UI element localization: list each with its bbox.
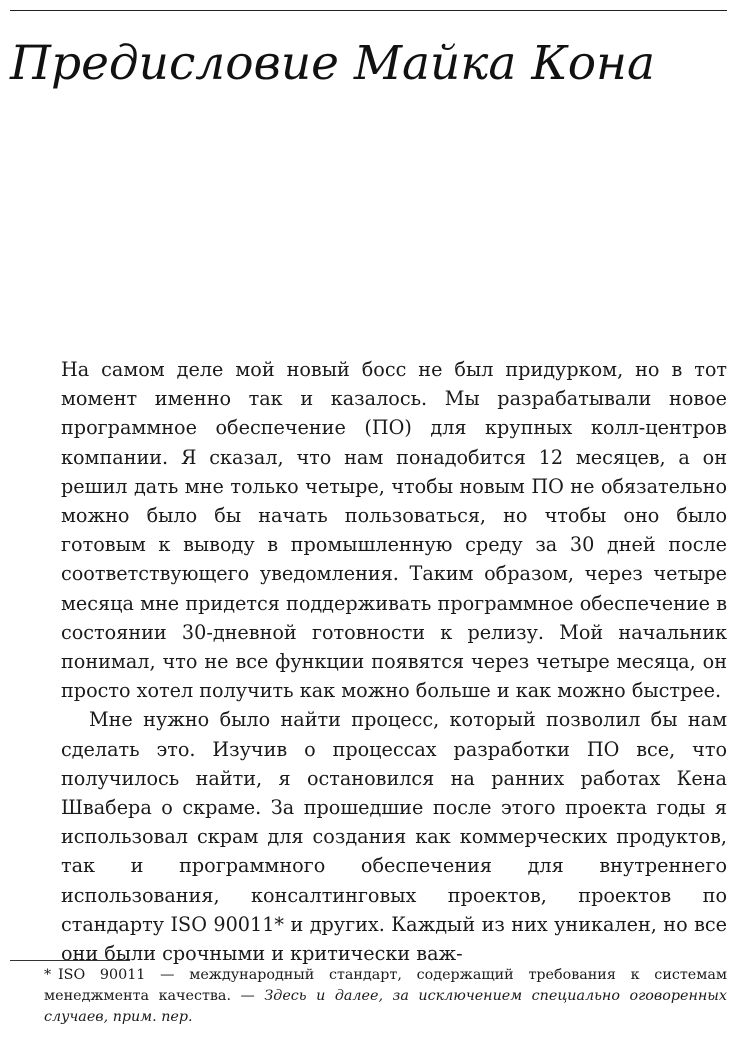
footnote-marker: * bbox=[44, 967, 52, 983]
body-text bbox=[61, 355, 727, 968]
footnote-translator-note: Здесь и далее, за исключением специально оговоренных случаев, прим. пер. bbox=[44, 988, 727, 1025]
footnote bbox=[44, 965, 727, 1028]
paragraph-2: Мне нужно было найти процесс, который позволил бы нам сделать это. Изучив о процессах разработки ПО все, что получилось найти, я остановился на ранних работах Кена Швабера о скраме. За прошедшие после этого проекта годы я использовал скрам для создания как коммерческих продуктов, так и программного обеспечения для внутреннего использования, консалтинговых проектов, проектов по стандарту ISO 90011* и других. Каждый из них уникален, но все они были срочными и критически важ- bbox=[61, 708, 727, 966]
top-rule bbox=[10, 10, 727, 11]
footnote-rule bbox=[10, 960, 130, 961]
paragraph-1: На самом деле мой новый босс не был придурком, но в тот момент именно так и казалось. Мы разрабатывали новое программное обеспечение (ПО) для крупных колл-центров компании. Я сказал, что нам понадобится 12 месяцев, а он решил дать мне только четыре, чтобы новым ПО не обязательно можно было бы начать пользоваться, но чтобы оно было готовым к выводу в промышленную среду за 30 дней после соответствующего уведомления. Таким образом, через четыре месяца мне придется поддерживать программное обеспечение в состоянии 30-дневной готовности к релизу. Мой начальник понимал, что не все функции появятся через четыре месяца, он просто хотел получить как можно больше и как можно быстрее. bbox=[61, 358, 727, 703]
footnote-text: ISO 90011 — международный стандарт, содержащий требования к системам менеджмента качества. — bbox=[44, 967, 727, 1004]
chapter-title: Предисловие Майка Кона bbox=[10, 36, 655, 91]
